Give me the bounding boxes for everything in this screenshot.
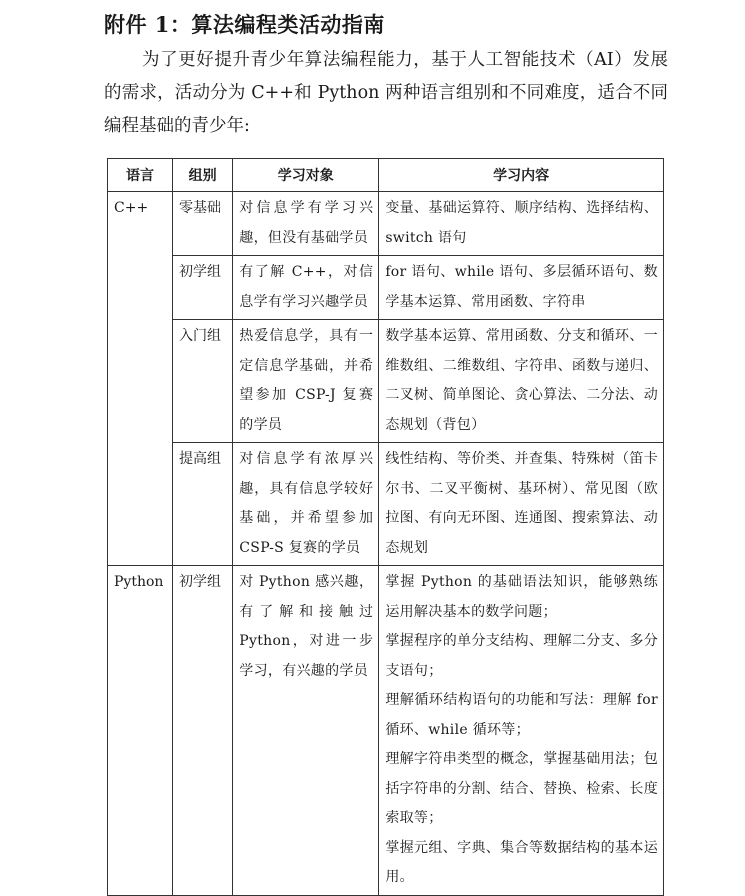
intro-paragraph [104,44,668,143]
target-cell: 对信息学有浓厚兴趣，具有信息学较好基础，并希望参加 CSP-S 复赛的学员 [233,443,379,566]
header-group: 组别 [172,159,232,192]
document-title: 附件 1：算法编程类活动指南 [104,12,385,37]
header-target: 学习对象 [233,159,379,192]
content-item: 掌握元组、字典、集合等数据结构的基本运用。 [385,839,658,885]
content-item: 掌握 Python 的基础语法知识，能够熟练运用解决基本的数学问题； [385,574,658,620]
target-cell: 对信息学有学习兴趣，但没有基础学员 [233,192,379,256]
header-language: 语言 [108,159,173,192]
group-cell: 提高组 [172,443,232,566]
target-cell: 对 Python 感兴趣，有了解和接触过 Python，对进一步学习，有兴趣的学员 [233,566,379,896]
table-header-row [108,159,664,192]
group-cell: 初学组 [172,256,232,320]
language-cell-cpp: C++ [108,192,173,566]
table-row [108,256,664,320]
content-item: 理解字符串类型的概念，掌握基础用法；包括字符串的分割、结合、替换、检索、长度索取等； [385,751,658,826]
group-cell: 初学组 [172,566,232,896]
intro-text: 为了更好提升青少年算法编程能力，基于人工智能技术（AI）发展的需求，活动分为 C++和 Python 两种语言组别和不同难度，适合不同编程基础的青少年: [104,50,668,136]
header-content: 学习内容 [379,159,664,192]
group-cell: 入门组 [172,320,232,443]
content-item: 理解循环结构语句的功能和写法：理解 for 循环、while 循环等； [385,692,658,738]
content-item: 掌握程序的单分支结构、理解二分支、多分支语句； [385,633,658,679]
content-cell: 数学基本运算、常用函数、分支和循环、一维数组、二维数组、字符串、函数与递归、二叉树、简单图论、贪心算法、二分法、动态规划（背包） [379,320,664,443]
target-cell: 热爱信息学，具有一定信息学基础，并希望参加 CSP-J 复赛的学员 [233,320,379,443]
content-cell: for 语句、while 语句、多层循环语句、数学基本运算、常用函数、字符串 [379,256,664,320]
activity-table [107,158,664,896]
content-cell [379,566,664,896]
language-cell-python: Python [108,566,173,896]
table-row [108,320,664,443]
table-row [108,443,664,566]
table-row [108,192,664,256]
group-cell: 零基础 [172,192,232,256]
content-cell: 线性结构、等价类、并查集、特殊树（笛卡尔书、二叉平衡树、基环树）、常见图（欧拉图、有向无环图、连通图、搜索算法、动态规划 [379,443,664,566]
content-cell: 变量、基础运算符、顺序结构、选择结构、switch 语句 [379,192,664,256]
table-row [108,566,664,896]
target-cell: 有了解 C++，对信息学有学习兴趣学员 [233,256,379,320]
